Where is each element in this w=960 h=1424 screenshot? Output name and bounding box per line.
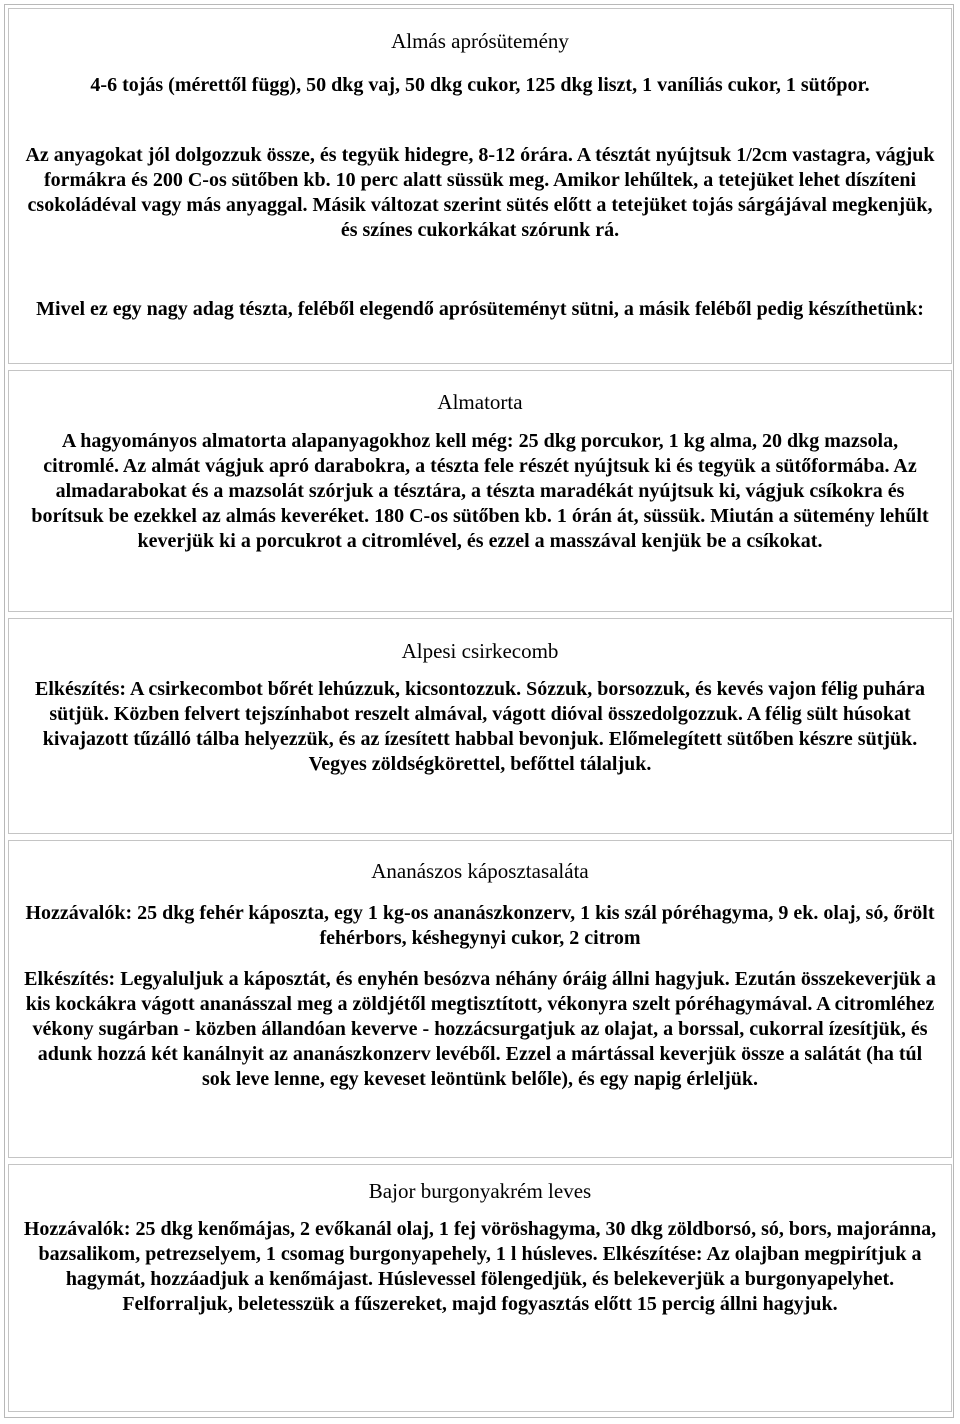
- recipe-title: Almás aprósütemény: [391, 29, 569, 53]
- recipe-bajor-burgonyakrem-leves: [8, 1164, 952, 1412]
- recipe-instructions: A hagyományos almatorta alapanyagokhoz kell még: 25 dkg porcukor, 1 kg alma, 20 dkg mazsola, citromlé. Az almát vágjuk apró darabokra, a tészta fele részét nyújtsuk ki és tegyük a sütőformába. Az almadarabokat és a mazsolát szórjuk a tésztára, a tészta maradékát nyújtsuk ki, vágjuk csíkokra és borítsuk be ezekkel az almás keveréket. 180 C-os sütőben kb. 1 órán át, süssük. Miután a sütemény lehűlt keverjük ki a porcukrot a citromlével, és ezzel a masszával kenjük be a csíkokat.: [31, 430, 929, 552]
- recipe-title: Ananászos káposztasaláta: [371, 859, 589, 883]
- recipe-instructions: Az anyagokat jól dolgozzuk össze, és tegyük hidegre, 8-12 órára. A tésztát nyújtsuk 1/2cm vastagra, vágjuk formákra és 200 C-os sütőben kb. 10 perc alatt süssük meg. Amikor lehűltek, a tetejüket lehet díszíteni csokoládéval vagy más anyaggal. Másik változat szerint sütés előtt a tetejüket tojás sárgájával megkenjük, és színes cukorkákat szórunk rá.: [25, 144, 935, 241]
- recipe-title: Bajor burgonyakrém leves: [368, 1179, 592, 1203]
- recipe-alpesi-csirkecomb: [8, 618, 952, 834]
- recipe-instructions: Elkészítés: A csirkecombot bőrét lehúzzuk, kicsontozzuk. Sózzuk, borsozzuk, és kevés vajon félig puhára sütjük. Közben felvert tejszínhabot reszelt almával, vágott dióval összedolgozzuk. A félig sült húsokat kivajazott tűzálló tálba helyezzük, és az ízesített habbal bevonjuk. Előmelegített sütőben készre sütjük. Vegyes zöldségkörettel, befőttel tálaljuk.: [35, 678, 925, 775]
- recipe-instructions: Elkészítés: Legyaluljuk a káposztát, és enyhén besózva néhány óráig állni hagyjuk. Ezután összekeverjük a kis kockákra vágott ananásszal meg a zöldjétől megtisztított, vékonyra szelt póréhagymával. A citromléhez vékony sugárban - közben állandóan keverve - hozzácsurgatjuk az olajat, a borssal, cukorral ízesítjük, és adunk hozzá két kanálnyit az ananászkonzerv levéből. Ezzel a mártással keverjük össze a salátát (ha túl sok leve lenne, egy keveset leöntünk belőle), és egy napig érleljük.: [24, 968, 936, 1090]
- recipe-ingredients: 4-6 tojás (mérettől függ), 50 dkg vaj, 50 dkg cukor, 125 dkg liszt, 1 vaníliás cukor, 1 sütőpor.: [90, 74, 870, 96]
- recipe-note: Mivel ez egy nagy adag tészta, feléből elegendő aprósüteményt sütni, a másik feléből pedig készíthetünk:: [36, 298, 924, 320]
- recipe-instructions: Hozzávalók: 25 dkg kenőmájas, 2 evőkanál olaj, 1 fej vöröshagyma, 30 dkg zöldborsó, só, bors, majoránna, bazsalikom, petrezselyem, 1 csomag burgonyapehely, 1 l húsleves. Elkészítése: Az olajban megpirítjuk a hagymát, hozzáadjuk a kenőmájast. Húslevessel fölengedjük, és belekeverjük a burgonyapelyhet. Felforraljuk, beletesszük a fűszereket, majd fogyasztás előtt 15 percig állni hagyjuk.: [23, 1218, 937, 1315]
- recipe-title: Alpesi csirkecomb: [401, 639, 559, 663]
- recipe-almas-aprosutemeny: [8, 8, 952, 364]
- recipe-almatorta: [8, 370, 952, 612]
- recipe-title: Almatorta: [437, 390, 523, 414]
- recipe-ingredients: Hozzávalók: 25 dkg fehér káposzta, egy 1 kg-os ananászkonzerv, 1 kis szál póréhagyma, 9 ek. olaj, só, őrölt fehérbors, késhegynyi cukor, 2 citrom: [25, 902, 935, 949]
- recipe-ananaszos-kaposztasalata: [8, 840, 952, 1158]
